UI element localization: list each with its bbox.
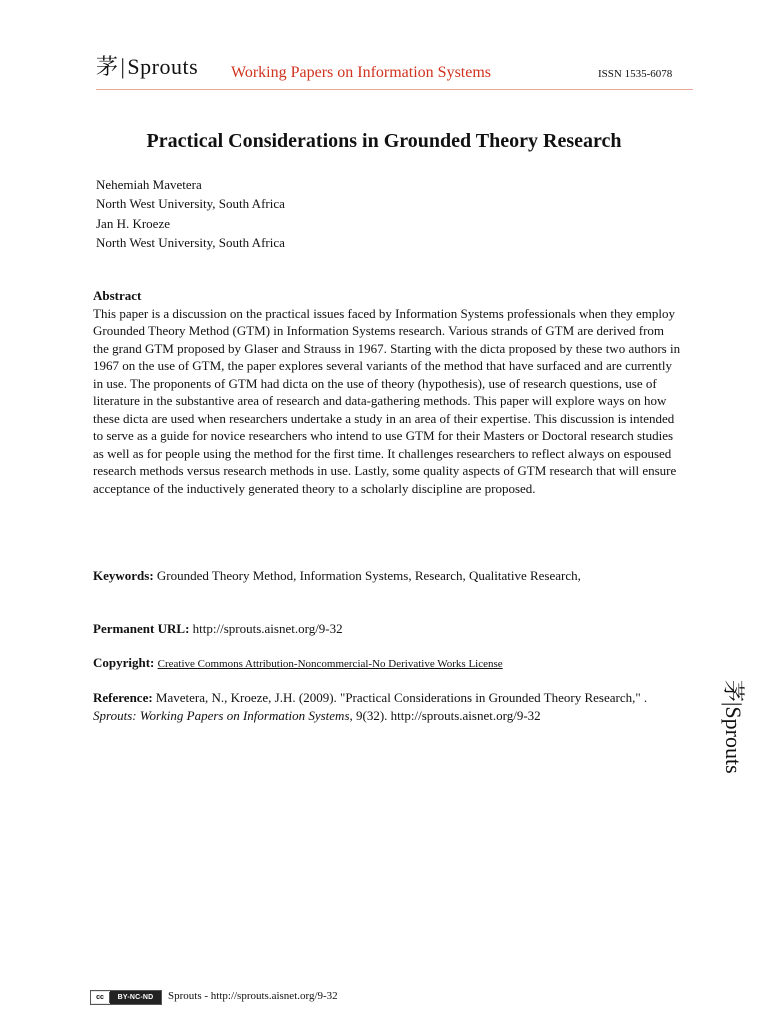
header-logo — [96, 50, 198, 81]
logo-glyph: 茅 — [96, 54, 119, 79]
reference-tail: , 9(32). http://sprouts.aisnet.org/9-32 — [349, 707, 541, 723]
issn: ISSN 1535-6078 — [598, 68, 673, 80]
side-logo-text: Sprouts — [721, 706, 746, 774]
url-label: Permanent URL: — [93, 621, 190, 636]
reference-label: Reference: — [93, 690, 153, 705]
abstract — [93, 287, 683, 497]
abstract-text: This paper is a discussion on the practical issues faced by Information Systems professionals when they employ Grounded Theory Method (GTM) in Information Systems research. Various strands of GTM are derived from the grand GTM proposed by Glaser and Strauss in 1967. Starting with the dicta proposed by these two authors in 1967 on the use of GTM, the paper explores several variants of the method that have surfaced and are currently in use. The proponents of GTM had dicta on the use of theory (hypothesis), use of research questions, use of literature in the substantive area of research and data-gathering methods. This paper will explore ways on how these dicta are used when researchers undertake a study in an area of their expertise. This discussion is intended to serve as a guide for novice researchers who intend to use GTM for their Masters or Doctoral research studies as well as for people using the method for the first time. It challenges researchers to reflect always on espoused research methods versus research methods in use. Lastly, some quality aspects of GTM research that will ensure acceptance of the inductively generated theory to a scholarly discipline are proposed. — [93, 305, 681, 496]
copyright — [93, 654, 653, 674]
reference-text: Mavetera, N., Kroeze, J.H. (2009). "Practical Considerations in Grounded Theory Research," . — [155, 690, 648, 705]
cc-icon: cc — [91, 992, 110, 1003]
author-name: Jan H. Kroeze — [96, 216, 170, 231]
copyright-label: Copyright: — [93, 655, 155, 670]
cc-license-badge[interactable] — [90, 990, 162, 1005]
abstract-heading: Abstract — [93, 288, 142, 303]
logo-text: Sprouts — [127, 54, 199, 79]
keywords — [93, 567, 653, 585]
author-2 — [96, 214, 285, 252]
side-logo-bar: | — [721, 702, 746, 707]
url-link[interactable]: http://sprouts.aisnet.org/9-32 — [192, 621, 343, 636]
author-name: Nehemiah Mavetera — [96, 177, 202, 192]
license-terms: BY-NC-ND — [110, 991, 161, 1004]
footer-text: Sprouts - http://sprouts.aisnet.org/9-32 — [168, 990, 338, 1002]
side-logo — [720, 680, 750, 800]
license-link[interactable]: Creative Commons Attribution-Noncommercial-No Derivative Works License — [157, 658, 503, 670]
author-affiliation: North West University, South Africa — [96, 235, 285, 250]
header-divider — [96, 89, 693, 90]
reference-journal: Sprouts: Working Papers on Information Systems — [93, 707, 350, 723]
author-affiliation: North West University, South Africa — [96, 196, 285, 211]
logo-bar: | — [120, 54, 126, 79]
reference — [93, 689, 653, 724]
series-title: Working Papers on Information Systems — [231, 64, 492, 81]
permanent-url — [93, 620, 653, 638]
paper-title: Practical Considerations in Grounded Theory Research — [146, 130, 622, 152]
author-1 — [96, 175, 285, 213]
keywords-text: Grounded Theory Method, Information Systems, Research, Qualitative Research, — [156, 568, 581, 583]
side-logo-glyph: 茅 — [721, 680, 746, 703]
keywords-label: Keywords: — [93, 568, 154, 583]
